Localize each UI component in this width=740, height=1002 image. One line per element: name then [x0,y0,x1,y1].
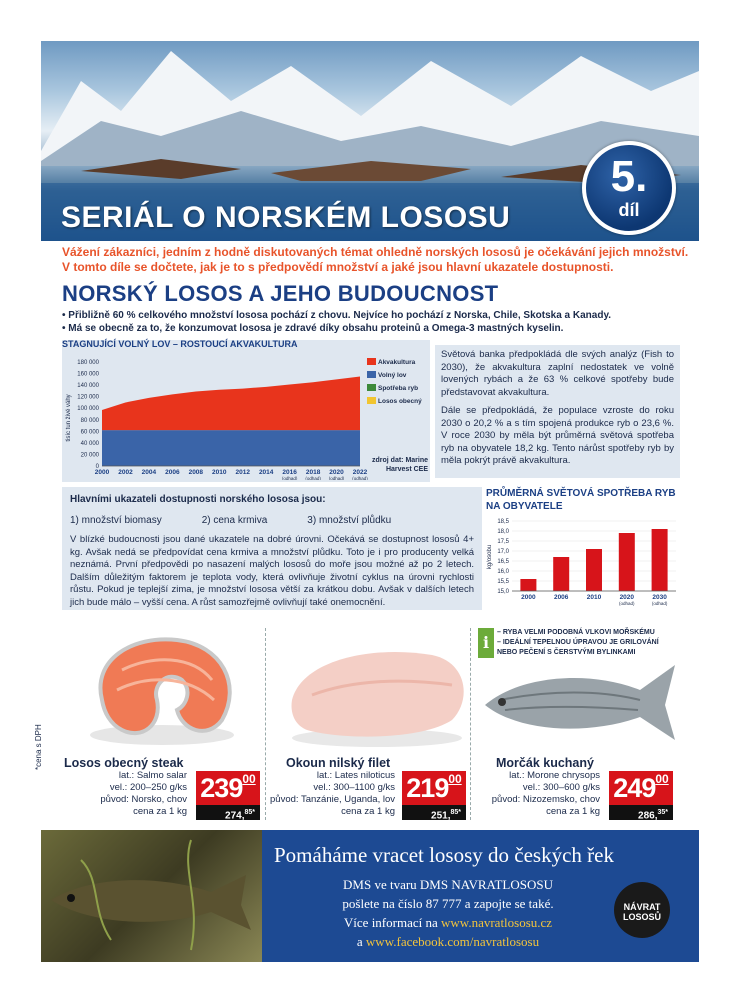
x-tick-label: 2002 [118,469,133,476]
footer-line-prefix: a [356,934,366,949]
bullet-list [62,309,702,335]
product-details [470,770,600,818]
indicator-item: 1) množství biomasy [70,515,162,526]
x-tick-label: 2012 [235,469,250,476]
series-area-volny-lov [102,430,360,466]
forecast-paragraph-1: Světová banka předpokládá dle svých analýz (Fish to 2030), že akvakultura zaplní nedostatek ve volně lovených rybách a že 63 % celkové spotřeby bude představovat akvakultura. [441,349,674,398]
x-tick-label: 2008 [188,469,204,476]
x-tick-label: 2014 [258,469,274,476]
y-axis-label: kg/osobu [487,544,493,570]
x-tick-label: 2010 [586,594,602,601]
x-tick-label: 2030 [652,594,667,601]
product-size: vel.: 300–600 g/ks [522,782,600,793]
y-axis-label: tisíc tun živé váhy [66,394,72,442]
product-latin: lat.: Lates niloticus [316,770,395,781]
x-tick-label: 2020 [329,469,344,476]
bar [652,529,668,591]
chart1-title: STAGNUJÍCÍ VOLNÝ LOV – ROSTOUCÍ AKVAKULTURA [62,339,298,349]
logo-line: NÁVRAT [623,902,661,912]
x-tick-label: 2006 [553,594,569,601]
legend-label: Akvakultura [378,359,416,366]
salmon-steak-image [82,630,242,750]
indicator-item: 3) množství plůdku [307,515,392,526]
forecast-text-panel [435,345,680,478]
bar [553,557,569,591]
x-tick-label: 2010 [212,469,227,476]
unit-price-main: 286, [638,810,658,822]
indicator-item: 2) cena krmiva [201,515,268,526]
product-origin: původ: Nizozemsko, chov [491,794,600,805]
nile-perch-fillet-image [282,640,472,750]
indicators-box [62,487,482,610]
bar [619,533,635,591]
y-tick-label: 80 000 [80,417,99,424]
x-tick-sublabel: (odhad) [352,476,368,480]
product-size: vel.: 300–1100 g/ks [313,782,395,793]
y-tick-label: 160 000 [77,371,99,378]
x-tick-label: 2018 [305,469,321,476]
product-per-unit: cena za 1 kg [341,806,395,817]
product-name: Morčák kuchaný [496,756,594,770]
legend-swatch [367,371,376,378]
bar [586,549,602,591]
underwater-fish-image [41,830,262,962]
product-price [609,771,673,805]
unit-price-cents: 35* [657,809,668,816]
product-per-unit: cena za 1 kg [546,806,600,817]
x-tick-sublabel: (odhad) [328,476,345,480]
price-main: 239 [200,773,243,803]
product-latin: lat.: Morone chrysops [509,770,600,781]
indicators-title: Hlavními ukazateli dostupnosti norského lososa jsou: [70,494,326,505]
product-origin: původ: Norsko, chov [100,794,187,805]
white-bass-fish-image [480,655,680,750]
x-tick-sublabel: (odhad) [651,601,668,606]
footer-title: Pomáháme vracet lososy do českých řek [274,843,614,867]
legend-swatch [367,397,376,404]
product-unit-price [609,805,673,820]
episode-number: 5. [610,152,648,201]
x-tick-label: 2000 [521,594,536,601]
info-icon: i [478,628,494,658]
legend-label: Losos obecný [378,398,422,405]
y-tick-label: 15,0 [497,589,509,595]
footer-line [300,932,596,951]
price-cents: 00 [242,772,256,786]
facebook-link[interactable]: www.facebook.com/navratlososu [365,934,540,949]
vat-note: *cena s DPH [34,724,43,770]
x-tick-label: 2000 [94,469,110,476]
product-price [402,771,466,805]
footer-text [300,875,596,951]
price-cents: 00 [655,772,669,786]
bullet-item: • Přibližně 60 % celkového množství lososa pochází z chovu. Nejvíce ho pochází z Norska, Chile, Skotska a Kanady. [62,309,702,322]
section-heading: NORSKÝ LOSOS A JEHO BUDOUCNOST [62,281,499,306]
footer-line: DMS ve tvaru DMS NAVRATLOSOSU [343,877,553,892]
legend-swatch [367,358,376,365]
info-box-text [497,628,667,658]
y-tick-label: 15,5 [497,579,509,585]
series-area-akvakultura [102,376,360,430]
episode-label: díl [618,200,640,220]
legend-label: Volný lov [378,372,407,379]
intro-text: Vážení zákazníci, jedním z hodně diskutovaných témat ohledně norských lososů je očekávání jejich množství. V tomto díle se dočtete, jak je to s předpovědí množství a jaké jsou hlavní ukazatele dostupnosti. [62,245,689,274]
x-tick-sublabel: (odhad) [619,601,635,606]
price-main: 219 [406,773,449,803]
bullet-item: • Má se obecně za to, že konzumovat lososa je zdravé díky obsahu proteinů a Omega-3 mastných kyselin. [62,322,702,335]
product-latin: lat.: Salmo salar [118,770,187,781]
info-line: – RYBA VELMI PODOBNÁ VLKOVI MOŘSKÉMU [497,629,655,636]
y-tick-label: 17,0 [497,549,509,555]
x-tick-label: 2004 [141,469,157,476]
footer-line-prefix: Více informací na [343,915,441,930]
x-tick-label: 2022 [352,469,368,476]
y-tick-label: 18,5 [497,519,509,525]
product-size: vel.: 200–250 g/ks [109,782,187,793]
footer-line [300,913,596,932]
price-cents: 00 [448,772,462,786]
x-tick-label: 2016 [282,469,297,476]
indicators-text: V blízké budoucnosti jsou dané ukazatele na dobré úrovni. Očekává se dostupnost lososů 4+ kg. Avšak nedá se předpovídat cena krmiva a množství plůdku. Toto je i pro producenty velká neznámá. První předpovědi po nasazení malých lososů do moře jsou možné až po 2 letech. Dalším důležitým faktorem je teplota vody, která ovlivňuje životní cyklus na úrovni rychlosti růstu. Pokud je teplejší zima, je množství lososa větší za krátkou dobu. Avšak v dalších letech jich bude málo – vyšší cena. A růst samozřejmě ovlivňují také onemocnění. [70,534,474,608]
chart2-title: PRŮMĚRNÁ SVĚTOVÁ SPOTŘEBA RYB NA OBYVATELE [486,488,676,512]
legend-label: Spotřeba ryb [378,385,419,392]
y-tick-label: 120 000 [77,394,99,401]
x-tick-label: 2006 [165,469,180,476]
website-link[interactable]: www.navratlososu.cz [441,915,553,930]
y-tick-label: 0 [95,464,99,470]
x-tick-label: 2020 [619,594,635,601]
y-tick-label: 180 000 [77,360,99,366]
y-tick-label: 18,0 [497,529,509,535]
legend-swatch [367,384,376,391]
forecast-paragraph-2: Dále se předpokládá, že populace vzroste do roku 2030 o 20,2 % a s tím spojená produkce ryb o 23,6 %. V roce 2030 by měla být průměrná světová spotřeba ryb na obyvatele 18,2 kg. Tento nárůst spotřeby ryb by měla pokrýt právě akvakultura. [441,405,674,466]
info-line: NEBO PEČENÍ S ČERSTVÝMI BYLINKAMI [497,649,636,656]
episode-badge [582,141,676,235]
price-main: 249 [613,773,656,803]
y-tick-label: 60 000 [80,429,99,436]
y-tick-label: 100 000 [77,406,99,413]
product-details [57,770,187,818]
product-details [265,770,395,818]
product-name: Okoun nilský filet [286,756,391,770]
product-name: Losos obecný steak [64,756,184,770]
y-tick-label: 40 000 [80,440,99,447]
navrat-lososu-logo [614,882,670,938]
unit-price-main: 274, [225,810,245,822]
bar [520,579,536,591]
y-tick-label: 16,5 [497,559,509,565]
product-origin: původ: Tanzánie, Uganda, lov [270,794,395,805]
x-tick-sublabel: (odhad) [305,476,321,480]
unit-price-cents: 85* [244,809,255,816]
product-price [196,771,260,805]
x-tick-sublabel: (odhad) [281,476,298,480]
unit-price-cents: 85* [450,809,461,816]
product-per-unit: cena za 1 kg [133,806,187,817]
indicators-list [70,515,474,526]
product-unit-price [402,805,466,820]
y-tick-label: 20 000 [80,452,99,459]
y-tick-label: 16,0 [497,569,509,575]
product-unit-price [196,805,260,820]
chart1-source: zdroj dat: Marine Harvest CEE [372,457,429,473]
fish-consumption-bar-chart [484,515,684,610]
y-tick-label: 140 000 [77,383,99,390]
footer-line: pošlete na číslo 87 777 a zapojte se také. [342,896,554,911]
hero-title: SERIÁL O NORSKÉM LOSOSU [61,201,511,234]
y-tick-label: 17,5 [497,539,509,545]
unit-price-main: 251, [431,810,451,822]
logo-line: LOSOSŮ [622,912,661,922]
info-line: – IDEÁLNÍ TEPELNOU ÚPRAVOU JE GRILOVÁNÍ [497,639,659,646]
